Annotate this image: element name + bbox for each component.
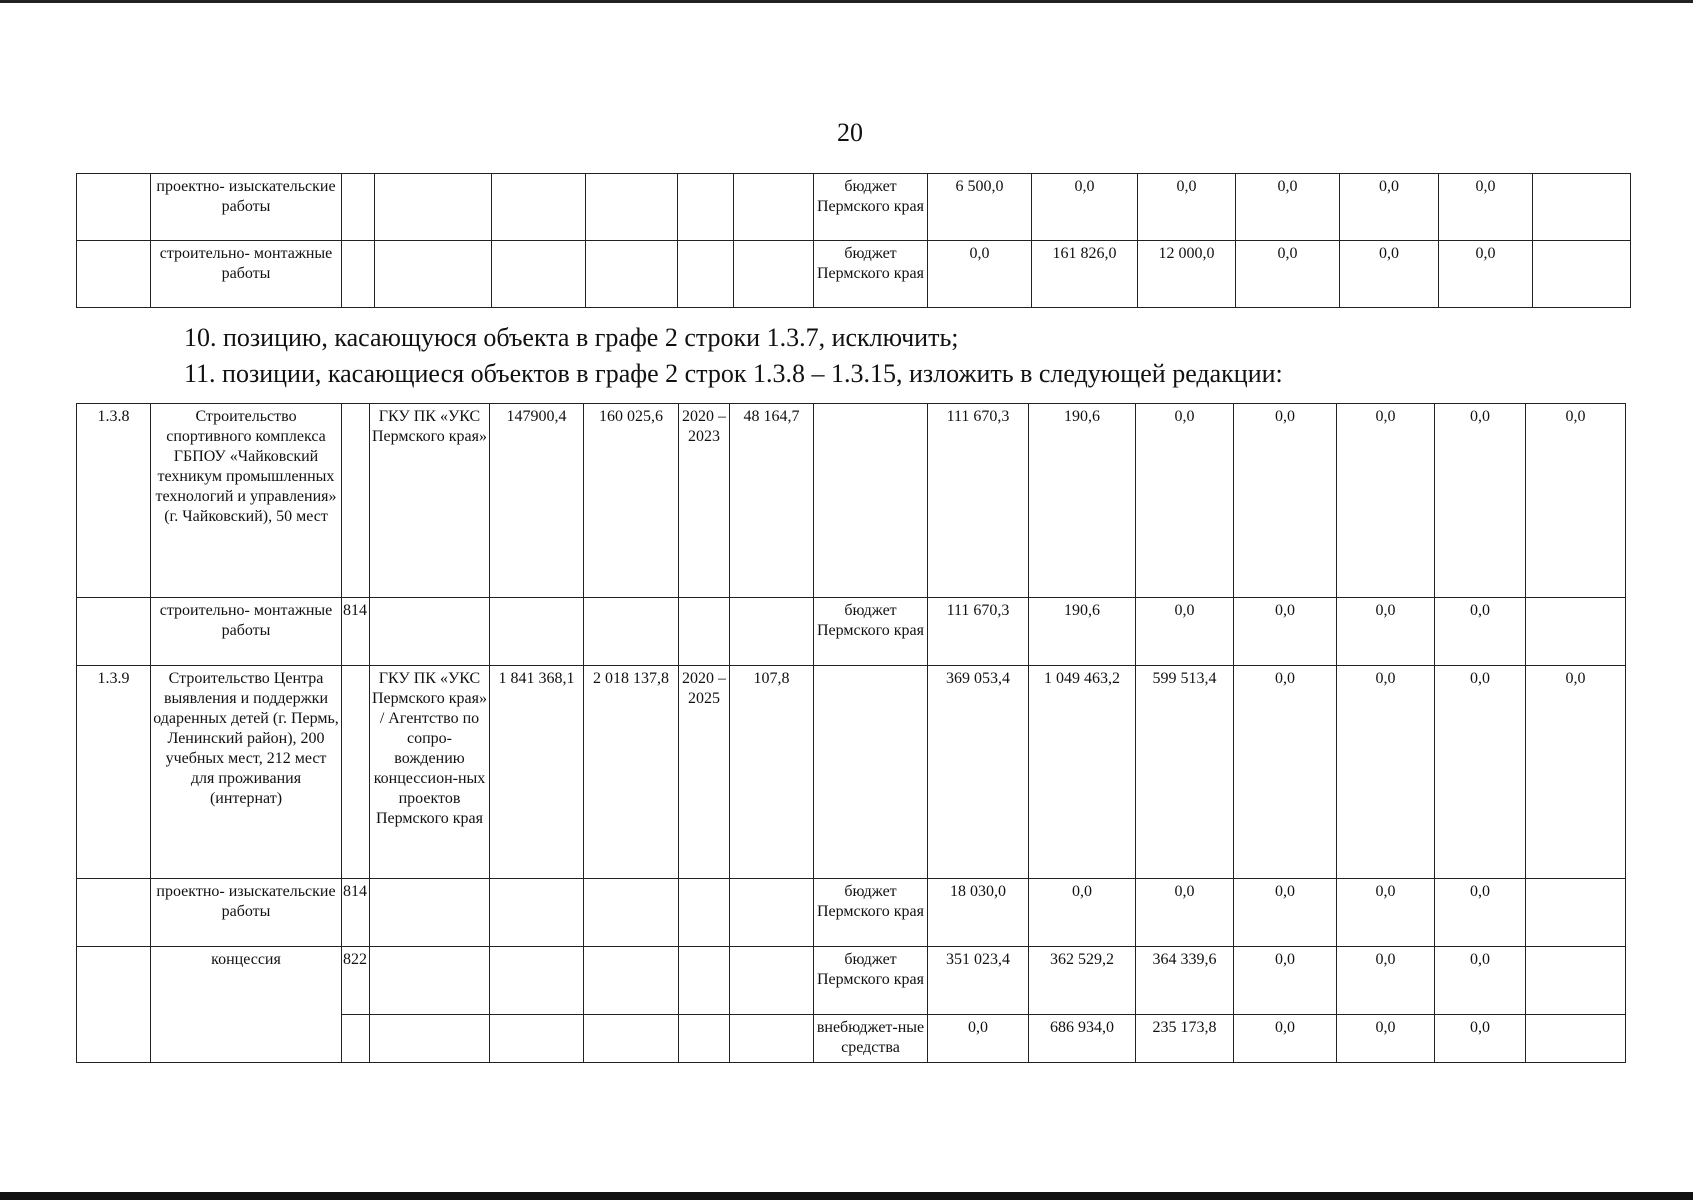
cell-col6 (586, 174, 678, 241)
executor: ГКУ ПК «УКС Пермского края» (370, 404, 490, 598)
amount-year-3: 599 513,4 (1136, 666, 1234, 879)
budget-code: 814 (342, 598, 370, 666)
amount-year-7 (1526, 1015, 1626, 1063)
funding-source: бюджет Пермского края (814, 947, 928, 1015)
funding-source: бюджет Пермского края (814, 879, 928, 947)
amount-year-5: 0,0 (1337, 879, 1435, 947)
cell-col3 (342, 174, 375, 241)
amount-year-1: 111 670,3 (928, 404, 1029, 598)
total-cost (584, 598, 679, 666)
prior-funding (730, 1015, 814, 1063)
amount-year-2: 190,6 (1029, 404, 1136, 598)
amount-year-5: 0,0 (1337, 598, 1435, 666)
row-number (77, 174, 151, 241)
amount-year-1: 351 023,4 (928, 947, 1029, 1015)
row-number (77, 947, 151, 1063)
prior-funding: 107,8 (730, 666, 814, 879)
cell-col4 (375, 241, 492, 308)
row-number (77, 879, 151, 947)
funding-source: внебюджет-ные средства (814, 1015, 928, 1063)
implementation-period (679, 879, 730, 947)
amount-year-1: 6 500,0 (928, 174, 1032, 241)
executor: ГКУ ПК «УКС Пермского края» / Агентство по сопро-вождению концессион-ных проектов Пермского края (370, 666, 490, 879)
cell-col6 (586, 241, 678, 308)
scan-bottom-edge (0, 1192, 1693, 1200)
amount-year-4: 0,0 (1234, 947, 1337, 1015)
amount-year-2: 190,6 (1029, 598, 1136, 666)
amount-year-7: 0,0 (1526, 666, 1626, 879)
implementation-period (679, 598, 730, 666)
funding-source: бюджет Пермского края (814, 241, 928, 308)
amount-year-4: 0,0 (1234, 404, 1337, 598)
work-type: концессия (151, 947, 342, 1063)
amount-year-6: 0,0 (1435, 879, 1526, 947)
cell-col4 (375, 174, 492, 241)
objects-table (76, 403, 1626, 1063)
funding-source: бюджет Пермского края (814, 174, 928, 241)
budget-code (342, 1015, 370, 1063)
total-cost (584, 879, 679, 947)
amount-year-5: 0,0 (1337, 947, 1435, 1015)
amount-year-1: 0,0 (928, 241, 1032, 308)
amount-year-6: 0,0 (1435, 666, 1526, 879)
cell-col8 (734, 174, 814, 241)
executor (370, 879, 490, 947)
estimated-cost (490, 1015, 584, 1063)
row-number (77, 241, 151, 308)
estimated-cost: 1 841 368,1 (490, 666, 584, 879)
cell-col5 (492, 174, 586, 241)
executor (370, 598, 490, 666)
amount-year-1: 18 030,0 (928, 879, 1029, 947)
amount-year-6: 0,0 (1435, 598, 1526, 666)
prior-funding (730, 879, 814, 947)
cell-col7 (678, 174, 734, 241)
amount-year-3: 0,0 (1136, 404, 1234, 598)
table-row (77, 241, 1631, 308)
continuation-table (76, 173, 1631, 308)
amount-year-4: 0,0 (1234, 598, 1337, 666)
estimated-cost (490, 598, 584, 666)
amount-year-6: 0,0 (1435, 1015, 1526, 1063)
budget-code (342, 666, 370, 879)
amount-year-3: 235 173,8 (1136, 1015, 1234, 1063)
table-row (77, 879, 1626, 947)
implementation-period (679, 1015, 730, 1063)
work-type: проектно- изыскательские работы (151, 879, 342, 947)
executor (370, 1015, 490, 1063)
amount-year-2: 0,0 (1029, 879, 1136, 947)
amount-year-5: 0,0 (1337, 1015, 1435, 1063)
amount-year-7 (1533, 174, 1631, 241)
amount-year-1: 111 670,3 (928, 598, 1029, 666)
amount-year-4: 0,0 (1236, 241, 1340, 308)
instruction-item-10: 10. позицию, касающуюся объекта в графе 2 строки 1.3.7, исключить; (184, 323, 959, 352)
amount-year-3: 0,0 (1138, 174, 1236, 241)
amount-year-7 (1533, 241, 1631, 308)
page-number: 20 (837, 118, 863, 147)
amount-year-4: 0,0 (1234, 666, 1337, 879)
cell-col7 (678, 241, 734, 308)
amount-year-3: 364 339,6 (1136, 947, 1234, 1015)
amount-year-5: 0,0 (1337, 666, 1435, 879)
cell-col5 (492, 241, 586, 308)
budget-code (342, 404, 370, 598)
amount-year-2: 1 049 463,2 (1029, 666, 1136, 879)
amount-year-7 (1526, 879, 1626, 947)
executor (370, 947, 490, 1015)
amount-year-3: 12 000,0 (1138, 241, 1236, 308)
prior-funding: 48 164,7 (730, 404, 814, 598)
amount-year-6: 0,0 (1435, 404, 1526, 598)
amount-year-1: 0,0 (928, 1015, 1029, 1063)
total-cost (584, 1015, 679, 1063)
budget-code: 822 (342, 947, 370, 1015)
funding-source: бюджет Пермского края (814, 598, 928, 666)
amount-year-6: 0,0 (1439, 174, 1533, 241)
implementation-period (679, 947, 730, 1015)
table-row (77, 174, 1631, 241)
row-number: 1.3.8 (77, 404, 151, 598)
total-cost: 160 025,6 (584, 404, 679, 598)
amount-year-2: 362 529,2 (1029, 947, 1136, 1015)
estimated-cost (490, 879, 584, 947)
scan-top-edge (0, 0, 1693, 3)
object-name: Строительство спортивного комплекса ГБПОУ «Чайковский техникум промышленных технологий и управления» (г. Чайковский), 50 мест (151, 404, 342, 598)
amount-year-6: 0,0 (1435, 947, 1526, 1015)
funding-source (814, 666, 928, 879)
row-number: 1.3.9 (77, 666, 151, 879)
table-row (77, 598, 1626, 666)
total-cost (584, 947, 679, 1015)
object-name: Строительство Центра выявления и поддержки одаренных детей (г. Пермь, Ленинский район), 200 учебных мест, 212 мест для проживания (интернат) (151, 666, 342, 879)
amount-year-3: 0,0 (1136, 598, 1234, 666)
amount-year-4: 0,0 (1234, 879, 1337, 947)
cell-col3 (342, 241, 375, 308)
row-number (77, 598, 151, 666)
prior-funding (730, 598, 814, 666)
instruction-item-11: 11. позиции, касающиеся объектов в графе 2 строк 1.3.8 – 1.3.15, изложить в следующей редакции: (184, 359, 1283, 388)
cell-col8 (734, 241, 814, 308)
amount-year-3: 0,0 (1136, 879, 1234, 947)
prior-funding (730, 947, 814, 1015)
funding-source (814, 404, 928, 598)
implementation-period: 2020 – 2023 (679, 404, 730, 598)
estimated-cost: 147900,4 (490, 404, 584, 598)
amount-year-7 (1526, 947, 1626, 1015)
table-row (77, 666, 1626, 879)
estimated-cost (490, 947, 584, 1015)
amount-year-1: 369 053,4 (928, 666, 1029, 879)
amount-year-5: 0,0 (1340, 174, 1439, 241)
amount-year-4: 0,0 (1234, 1015, 1337, 1063)
work-type: строительно- монтажные работы (151, 241, 342, 308)
total-cost: 2 018 137,8 (584, 666, 679, 879)
amount-year-2: 686 934,0 (1029, 1015, 1136, 1063)
amount-year-5: 0,0 (1340, 241, 1439, 308)
amount-year-2: 161 826,0 (1032, 241, 1138, 308)
amount-year-4: 0,0 (1236, 174, 1340, 241)
implementation-period: 2020 – 2025 (679, 666, 730, 879)
work-type: проектно- изыскательские работы (151, 174, 342, 241)
amount-year-5: 0,0 (1337, 404, 1435, 598)
amount-year-2: 0,0 (1032, 174, 1138, 241)
work-type: строительно- монтажные работы (151, 598, 342, 666)
amount-year-7: 0,0 (1526, 404, 1626, 598)
table-row (77, 947, 1626, 1015)
amount-year-6: 0,0 (1439, 241, 1533, 308)
budget-code: 814 (342, 879, 370, 947)
table-row (77, 404, 1626, 598)
amount-year-7 (1526, 598, 1626, 666)
